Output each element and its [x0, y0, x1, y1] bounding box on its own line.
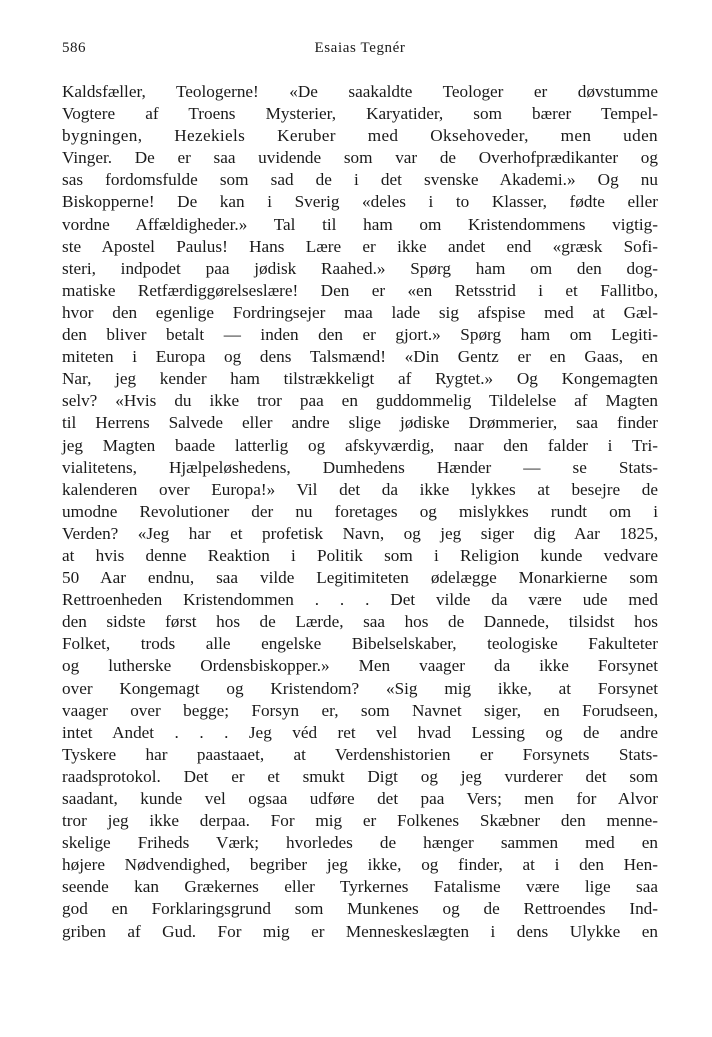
text-line: vialitetens, Hjælpeløshedens, Dumhedens Hænder — se Stats- [62, 457, 658, 477]
text-line: umodne Revolutioner der nu foretages og mislykkes rundt om i [62, 501, 658, 521]
text-line: jeg Magten baade latterlig og afskyværdig, naar den falder i Tri- [62, 435, 658, 455]
text-line: god en Forklaringsgrund som Munkenes og de Rettroendes Ind- [62, 899, 658, 919]
text-line: seende kan Grækernes eller Tyrkernes Fatalisme være lige saa [62, 877, 658, 897]
text-line: selv? «Hvis du ikke tror paa en guddommelig Tildelelse af Magten [62, 391, 658, 411]
text-line: sas fordomsfulde som sad de i det svenske Akademi.» Og nu [62, 170, 658, 190]
running-head: Esaias Tegnér [314, 40, 406, 56]
text-line: Vinger. De er saa uvidende som var de Overhofprædikanter og [62, 148, 658, 168]
text-line: vordne Affældigheder.» Tal til ham om Kristendommens vigtig- [62, 214, 658, 234]
text-line: Verden? «Jeg har et profetisk Navn, og jeg siger dig Aar 1825, [62, 523, 658, 543]
text-line: tror jeg ikke derpaa. For mig er Folkenes Skæbner den menne- [62, 811, 658, 831]
text-line: Vogtere af Troens Mysterier, Karyatider, som bærer Tempel- [62, 104, 658, 124]
text-line: matiske Retfærdiggørelseslære! Den er «en Retsstrid i et Fallitbo, [62, 280, 658, 300]
text-line: vaager over begge; Forsyn er, som Navnet siger, en Forudseen, [62, 700, 658, 720]
text-line: Biskopperne! De kan i Sverig «deles i to Klasser, fødte eller [62, 192, 658, 212]
text-line: kalenderen over Europa!» Vil det da ikke lykkes at besejre de [62, 479, 658, 499]
text-line: den bliver betalt — inden den er gjort.» Spørg ham om Legiti- [62, 325, 658, 345]
text-line: 50 Aar endnu, saa vilde Legitimiteten ødelægge Monarkierne som [62, 568, 658, 588]
text-line: raadsprotokol. Det er et smukt Digt og jeg vurderer det som [62, 766, 658, 786]
text-line: intet Andet . . . Jeg véd ret vel hvad Lessing og de andre [62, 722, 658, 742]
text-line: miteten i Europa og dens Talsmænd! «Din Gentz er en Gaas, en [62, 347, 658, 367]
text-line: bygningen, Hezekiels Keruber med Oksehoveder, men uden [62, 126, 658, 146]
text-line: steri, indpodet paa jødisk Raahed.» Spørg ham om den dog- [62, 258, 658, 278]
text-line: saadant, kunde vel ogsaa udføre det paa Vers; men for Alvor [62, 789, 658, 808]
text-line: Rettroenheden Kristendommen . . . Det vilde da være ude med [62, 590, 658, 610]
text-line: til Herrens Salvede eller andre slige jødiske Drømmerier, saa finder [62, 413, 658, 433]
text-line: højere Nødvendighed, begriber jeg ikke, og finder, at i den Hen- [62, 855, 658, 875]
text-line: at hvis denne Reaktion i Politik som i Religion kunde vedvare [62, 545, 658, 565]
text-line: hvor den egenlige Fordringsejer maa lade sig afspise med at Gæl- [62, 302, 658, 322]
text-line: ste Apostel Paulus! Hans Lære er ikke andet end «græsk Sofi- [62, 236, 658, 256]
text-line: skelige Friheds Værk; hvorledes de hænger sammen med en [62, 833, 658, 853]
page-number: 586 [62, 40, 86, 56]
text-line: Folket, trods alle engelske Bibelselskaber, teologiske Fakulteter [62, 634, 658, 654]
body-text [62, 81, 658, 943]
page-header [62, 40, 658, 62]
text-line: griben af Gud. For mig er Menneskeslægten i dens Ulykke en [62, 921, 658, 941]
text-line: Tyskere har paastaaet, at Verdenshistorien er Forsynets Stats- [62, 744, 658, 764]
text-line: Kaldsfæller, Teologerne! «De saakaldte Teologer er døvstumme [62, 82, 658, 101]
text-line: og lutherske Ordensbiskopper.» Men vaager da ikke Forsynet [62, 656, 658, 676]
text-line: over Kongemagt og Kristendom? «Sig mig ikke, at Forsynet [62, 678, 658, 698]
text-line: Nar, jeg kender ham tilstrækkeligt af Rygtet.» Og Kongemagten [62, 369, 658, 389]
text-line: den sidste først hos de Lærde, saa hos de Dannede, tilsidst hos [62, 612, 658, 632]
